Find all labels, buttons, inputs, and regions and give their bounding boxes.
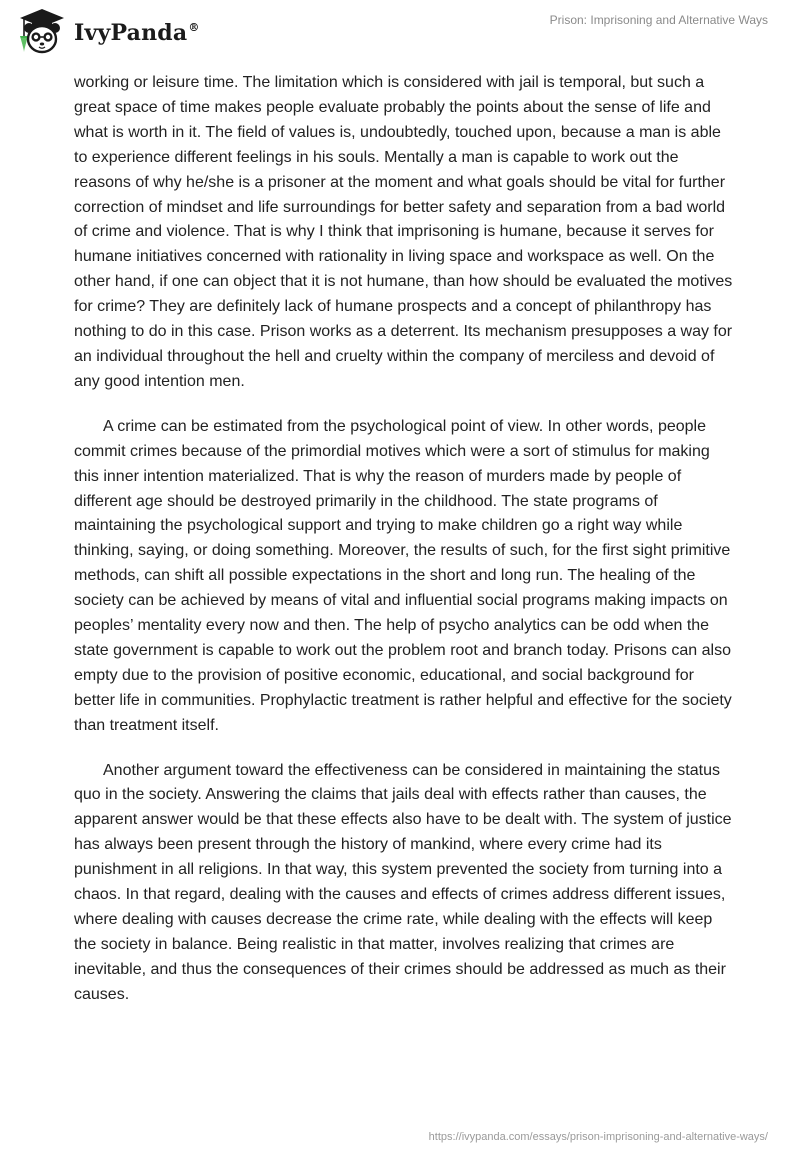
panda-graduation-cap-icon bbox=[14, 6, 70, 58]
essay-body bbox=[74, 71, 734, 1028]
source-url[interactable]: https://ivypanda.com/essays/prison-imprisoning-and-alternative-ways/ bbox=[428, 1131, 768, 1143]
paragraph: Another argument toward the effectiveness can be considered in maintaining the status quo in the society. Answering the claims that jails deal with effects rather than causes, the apparent answer would be that these effects also have to be dealt with. The system of justice has always been present through the history of mankind, where every crime had its punishment in all religions. In that way, this system prevented the society from turning into a chaos. In that regard, dealing with the causes and effects of crimes address different issues, where dealing with causes decrease the crime rate, while dealing with the effects will keep the society in balance. Being realistic in that matter, involves realizing that crimes are inevitable, and thus the consequences of their crimes should be addressed as much as their causes. bbox=[74, 761, 732, 1003]
ivypanda-logo[interactable] bbox=[14, 6, 200, 58]
brand-name: IvyPanda® bbox=[74, 20, 200, 46]
registered-mark: ® bbox=[188, 21, 200, 34]
page-header bbox=[0, 0, 800, 70]
paragraph: A crime can be estimated from the psychological point of view. In other words, people commit crimes because of the primordial motives which were a sort of stimulus for making this inner intention materialized. That is why the reason of murders made by people of different age should be destroyed primarily in the childhood. The state programs of maintaining the psychological support and trying to make children go a right way while thinking, saying, or doing something. Moreover, the results of such, for the first sight primitive methods, can shift all possible expectations in the short and long run. The healing of the society can be achieved by means of vital and influential social programs making impacts on peoples’ mentality every now and then. The help of psycho analytics can be odd when the state government is capable to work out the problem root and branch today. Prisons can also empty due to the provision of positive economic, educational, and social background for better life in communities. Prophylactic treatment is rather helpful and effective for the society than treatment itself. bbox=[74, 417, 732, 734]
paragraph: working or leisure time. The limitation which is considered with jail is temporal, but such a great space of time makes people evaluate probably the points about the sense of life and what is worth in it. The field of values is, undoubtedly, touched upon, because a man is able to experience different feelings in his souls. Mentally a man is capable to work out the reasons of why he/she is a prisoner at the moment and what goals should be vital for further correction of mindset and life surroundings for better safety and separation from a bad world of crime and violence. That is why I think that imprisoning is humane, because it serves for humane initiatives concerned with rationality in living space and workspace as well. On the other hand, if one can object that it is not humane, than how should be evaluated the motives for crime? They are definitely lack of humane prospects and a concept of philanthropy has nothing to do in this case. Prison works as a deterrent. Its mechanism presupposes a way for an individual throughout the hell and cruelty within the company of merciless and devoid of any good intention men. bbox=[74, 74, 733, 390]
document-title: Prison: Imprisoning and Alternative Ways bbox=[549, 13, 768, 27]
